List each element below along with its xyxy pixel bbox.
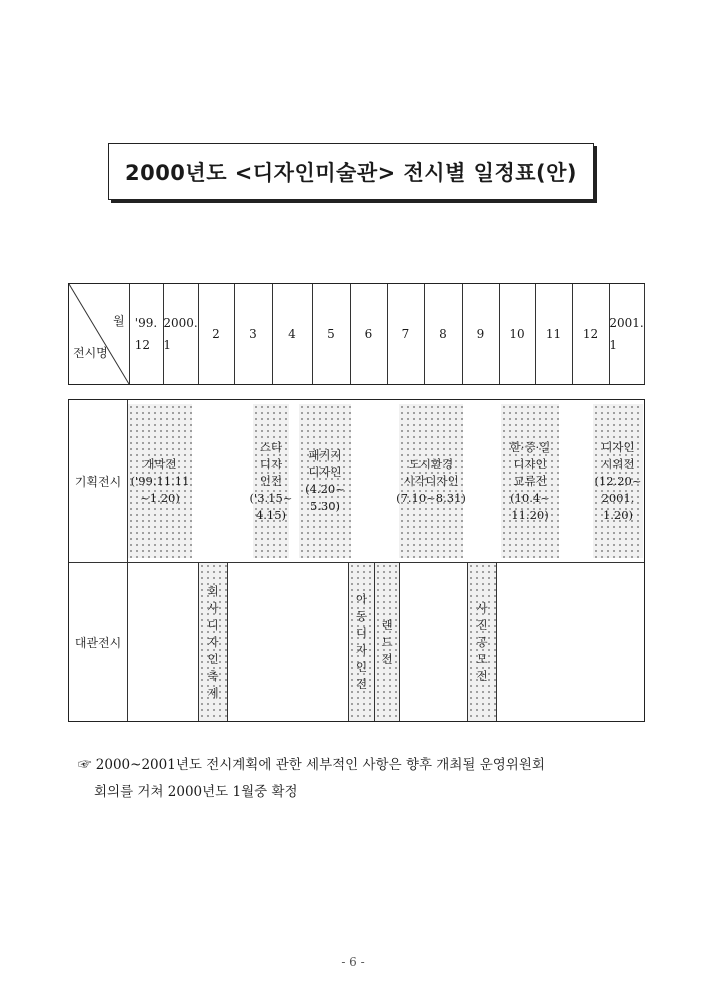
month-header-11: 11 xyxy=(545,327,562,341)
rental-char: 전 xyxy=(355,677,368,691)
photo-contest-text xyxy=(468,563,496,721)
month-header-1: 2000. 1 xyxy=(163,316,198,352)
festival-text xyxy=(199,563,227,721)
rental-divider xyxy=(496,563,497,721)
rental-divider xyxy=(399,563,400,721)
schedule-body-table xyxy=(68,399,645,722)
schedule-header-table xyxy=(68,283,645,385)
rental-char: 디 xyxy=(355,626,368,640)
note-line-1: ☞ 2000~2001년도 전시계획에 관한 세부적인 사항은 향후 개최될 운영위원회 xyxy=(78,757,545,773)
rental-char: 제 xyxy=(207,685,219,700)
new-year-exhibition-text: 디자인 시위전 (12.20~ 2001. 1.20) xyxy=(594,439,642,522)
kcj-exchange-text: 한·중·일 디자인 교류전 (10.4~ 11.20) xyxy=(509,439,551,522)
rental-exhibition-label: 대관전시 xyxy=(74,635,122,650)
rental-char: 모 xyxy=(476,651,488,666)
rand-exhibition-text xyxy=(375,563,399,721)
schedule-note xyxy=(78,752,658,806)
rental-char: 랜 xyxy=(381,617,393,632)
month-header-13: 2001. 1 xyxy=(609,316,644,352)
month-header-12: 12 xyxy=(582,327,599,341)
rental-char: 아 xyxy=(355,592,368,606)
opening-exhibition-text: 개막전 ('99.11.11 ~1.20) xyxy=(130,456,190,505)
month-header-7: 7 xyxy=(401,327,410,341)
month-header-10: 10 xyxy=(509,327,525,341)
rental-char: 축 xyxy=(207,668,219,683)
rental-char: 인 xyxy=(207,651,219,666)
month-header-9: 9 xyxy=(476,327,485,341)
month-header-2: 2 xyxy=(212,327,220,341)
rental-char: 사 xyxy=(476,600,488,615)
rental-char: 드 xyxy=(381,634,393,649)
rental-char: 사 xyxy=(207,600,219,615)
month-label: 월 xyxy=(113,314,125,328)
column-divider xyxy=(644,284,645,384)
rental-char: 동 xyxy=(355,609,368,623)
month-header-4: 4 xyxy=(288,327,296,341)
exhibition-name-label: 전시명 xyxy=(73,346,108,360)
rental-char: 디 xyxy=(207,617,219,632)
rental-char: 자 xyxy=(355,643,368,657)
planned-exhibition-label: 기획전시 xyxy=(74,474,122,489)
month-header-5: 5 xyxy=(327,327,335,341)
rental-char: 전 xyxy=(381,651,393,666)
month-header-0: '99. 12 xyxy=(134,316,158,352)
rental-char: 진 xyxy=(476,617,488,632)
urban-design-text: 도시환경 시각디자인 (7.10~8.31) xyxy=(396,456,466,505)
month-header-6: 6 xyxy=(364,327,373,341)
rental-char: 인 xyxy=(355,660,368,674)
note-line-2: 회의를 거쳐 2000년도 1월중 확정 xyxy=(94,784,298,800)
page-number: - 6 - xyxy=(341,955,365,969)
star-design-text: 스타 디자 인전 ('3.15~ 4.15) xyxy=(249,439,293,522)
rental-char: 공 xyxy=(476,634,488,649)
rental-char: 자 xyxy=(207,634,219,649)
kids-design-text xyxy=(349,563,374,721)
month-header-3: 3 xyxy=(249,327,257,341)
packaging-design-text: 패키지 디자인 (4.20~ 5.30) xyxy=(305,448,345,513)
page-title: 2000년도 <디자인미술관> 전시별 일정표(안) xyxy=(108,143,594,200)
rental-char: 전 xyxy=(476,668,488,683)
rental-divider xyxy=(227,563,228,721)
diagonal-line xyxy=(69,284,129,384)
month-header-8: 8 xyxy=(439,327,447,341)
rental-char: 회 xyxy=(207,583,219,598)
